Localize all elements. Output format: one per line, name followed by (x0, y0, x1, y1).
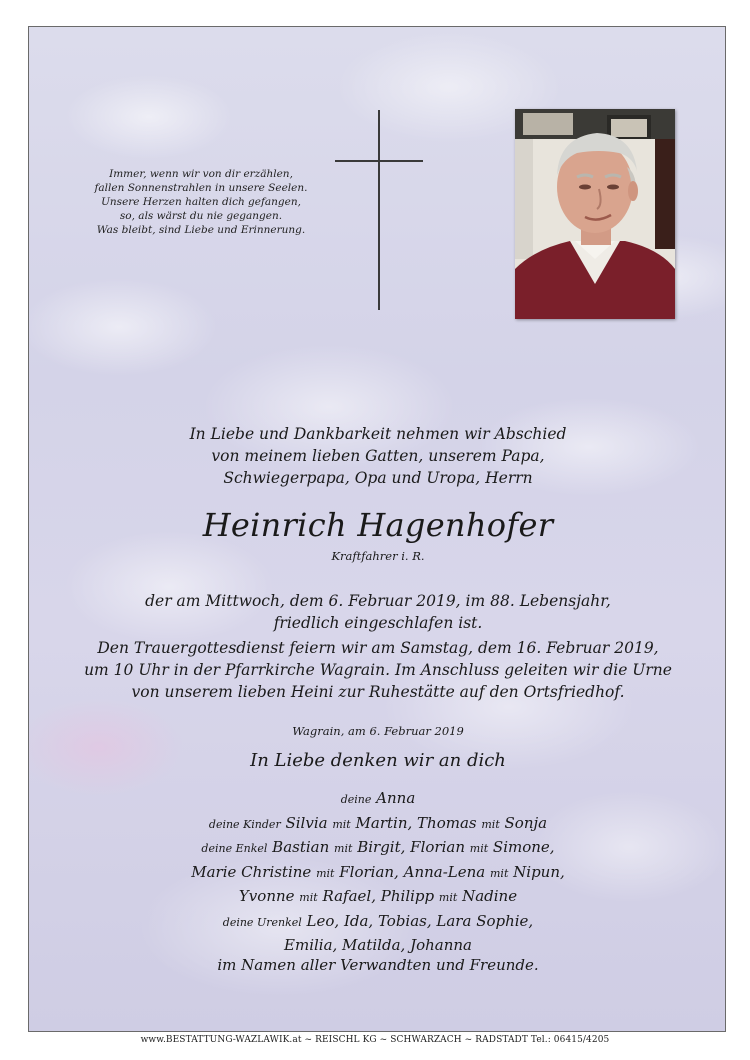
intro-line: von meinem lieben Gatten, unserem Papa, (211, 447, 545, 465)
family-wife (29, 787, 727, 812)
portrait-photo (515, 109, 675, 319)
deceased-name: Heinrich Hagenhofer (202, 506, 554, 544)
with: mit (332, 817, 351, 831)
parte-card (28, 26, 726, 1032)
poem-line: Unsere Herzen halten dich gefangen, (101, 196, 301, 208)
person: Sonja (504, 813, 548, 832)
wife-name: Anna (376, 789, 416, 807)
family-grandchildren (29, 836, 727, 861)
occupation: Kraftfahrer i. R. (331, 549, 425, 563)
place-date: Wagrain, am 6. Februar 2019 (292, 724, 464, 738)
family-great-grandchildren-2 (29, 934, 727, 957)
with: mit (299, 891, 318, 904)
great-names: Emilia, Matilda, Johanna (284, 936, 472, 954)
cross-icon (378, 110, 380, 310)
closing-line: im Namen aller Verwandten und Freunde. (217, 956, 539, 974)
intro-line: Schwiegerpapa, Opa und Uropa, Herrn (223, 469, 533, 487)
family-grandchildren-3 (29, 885, 727, 910)
person: Yvonne (238, 887, 295, 905)
prefix: deine (340, 793, 372, 806)
with: mit (469, 842, 489, 855)
poem (81, 167, 321, 237)
family-children (29, 812, 727, 837)
with: mit (481, 817, 500, 831)
death-notice (29, 590, 727, 634)
service-line: um 10 Uhr in der Pfarrkirche Wagrain. Im Anschluss geleiten wir die Urne (84, 661, 672, 679)
person: Florian, (339, 862, 399, 881)
intro-text (29, 423, 727, 489)
person: Simone, (492, 838, 555, 856)
family-grandchildren-2 (29, 861, 727, 886)
family-list (29, 787, 727, 957)
person: Anna-Lena (403, 862, 486, 881)
family-great-grandchildren (29, 910, 727, 935)
person: Philipp (380, 887, 435, 905)
poem-line: Immer, wenn wir von dir erzählen, (109, 168, 293, 180)
poem-line: fallen Sonnenstrahlen in unsere Seelen. (94, 182, 308, 194)
intro-line: In Liebe und Dankbarkeit nehmen wir Abschied (189, 425, 567, 443)
with: mit (490, 866, 509, 880)
footer-imprint: www.BESTATTUNG-WAZLAWIK.at ~ REISCHL KG ~ SCHWARZACH ~ RADSTADT Tel.: 06415/4205 (140, 1035, 610, 1045)
death-line: der am Mittwoch, dem 6. Februar 2019, im 88. Lebensjahr, (145, 592, 611, 610)
poem-line: so, als wärst du nie gegangen. (119, 210, 283, 222)
person: Nadine (462, 887, 518, 905)
with: mit (438, 891, 458, 904)
prefix: deine Enkel (201, 842, 268, 855)
person: Birgit, (357, 838, 406, 856)
person: Bastian (272, 838, 330, 856)
with: mit (334, 842, 353, 855)
with: mit (316, 866, 335, 880)
person: Thomas (417, 813, 477, 832)
person: Silvia (285, 813, 328, 832)
death-line: friedlich eingeschlafen ist. (273, 614, 483, 632)
cross-icon-bar (335, 160, 423, 162)
person: Nipun, (513, 862, 565, 881)
person: Martin, (355, 813, 413, 832)
memorial-line: In Liebe denken wir an dich (250, 750, 506, 771)
poem-line: Was bleibt, sind Liebe und Erinnerung. (96, 224, 306, 236)
service-line: Den Trauergottesdienst feiern wir am Samstag, dem 16. Februar 2019, (97, 639, 659, 657)
person: Marie Christine (191, 862, 312, 881)
prefix: deine Urenkel (222, 915, 302, 929)
service-info (29, 637, 727, 703)
great-names: Leo, Ida, Tobias, Lara Sophie, (306, 911, 534, 930)
person: Rafael, (322, 887, 376, 905)
person: Florian (410, 838, 465, 856)
prefix: deine Kinder (208, 817, 281, 831)
service-line: von unserem lieben Heini zur Ruhestätte auf den Ortsfriedhof. (131, 683, 625, 701)
